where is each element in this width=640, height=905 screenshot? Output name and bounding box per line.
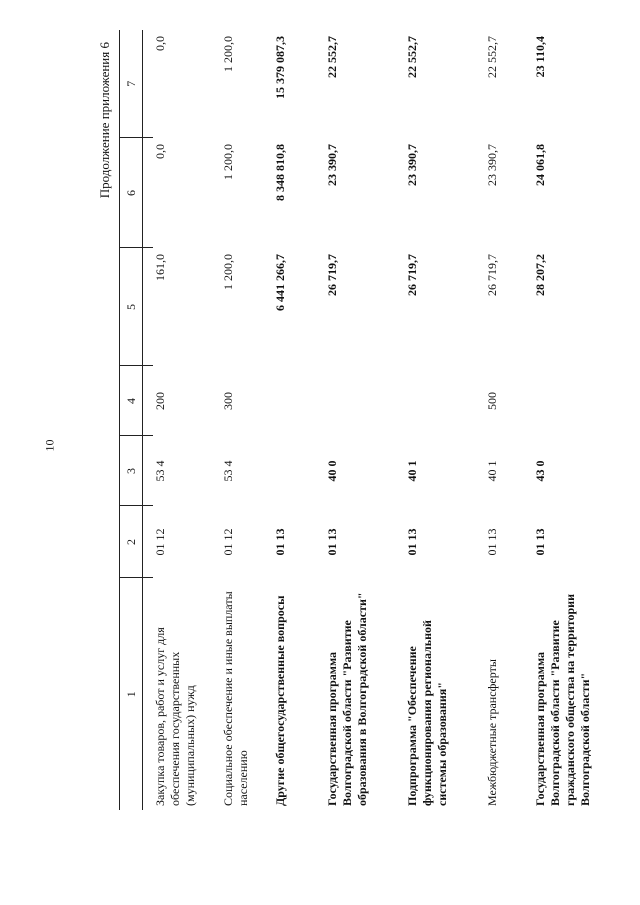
row-value-7: 22 552,7 (325, 36, 339, 78)
header-cell: 3 (120, 436, 143, 506)
row-value-7: 23 110,4 (533, 36, 547, 78)
row-section: 01 13 (485, 528, 499, 556)
row-target: 40 0 (325, 460, 339, 482)
row-value-6: 23 390,7 (405, 144, 419, 186)
header-cell: 6 (120, 138, 143, 248)
row-name: Закупка товаров, работ и услуг для обеспечения государственных (муниципальных) нужд (153, 627, 197, 806)
header-cell: 7 (120, 30, 143, 138)
header-cell: 1 (120, 578, 143, 810)
row-value-7: 15 379 087,3 (273, 36, 287, 99)
row-value-6: 0,0 (153, 144, 167, 159)
header-cell: 4 (120, 366, 143, 436)
row-value-7: 0,0 (153, 36, 167, 51)
table-row (325, 30, 405, 810)
row-section: 01 13 (405, 528, 419, 556)
row-target: 43 0 (533, 460, 547, 482)
row-target (273, 436, 325, 506)
row-target: 40 1 (485, 460, 499, 482)
row-value-5: 26 719,7 (325, 254, 339, 296)
row-value-6: 1 200,0 (221, 144, 235, 180)
row-value-7: 1 200,0 (221, 36, 235, 72)
row-value-5: 28 207,2 (533, 254, 547, 296)
header-cell: 5 (120, 248, 143, 366)
table-row (153, 30, 221, 810)
row-value-5: 26 719,7 (405, 254, 419, 296)
row-value-5: 1 200,0 (221, 254, 235, 290)
row-expense-type (533, 366, 617, 436)
row-section: 01 12 (153, 528, 167, 556)
row-name: Социальное обеспечение и иные выплаты населению (221, 591, 250, 806)
row-expense-type: 500 (485, 392, 499, 410)
row-section: 01 13 (273, 528, 287, 556)
row-value-6: 23 390,7 (325, 144, 339, 186)
row-target: 53 4 (221, 460, 235, 482)
row-name: Государственная программа Волгоградской области "Развитие образования в Волгоградской области" (325, 592, 369, 806)
table-row (533, 30, 617, 810)
row-section: 01 13 (325, 528, 339, 556)
table-caption: Продолжение приложения 6 (97, 42, 112, 199)
table-row (273, 30, 325, 810)
row-expense-type (405, 366, 485, 436)
row-section: 01 13 (533, 528, 547, 556)
budget-table (119, 30, 617, 810)
row-name: Государственная программа Волгоградской области "Развитие гражданского общества на территории Волгоградской области" (533, 594, 592, 806)
row-section: 01 12 (221, 528, 235, 556)
row-name: Межбюджетные трансферты (485, 659, 499, 806)
row-value-7: 22 552,7 (405, 36, 419, 78)
row-value-6: 23 390,7 (485, 144, 499, 186)
row-value-6: 24 061,8 (533, 144, 547, 186)
row-target: 40 1 (405, 460, 419, 482)
row-value-5: 161,0 (153, 254, 167, 281)
row-value-5: 6 441 266,7 (273, 254, 287, 311)
header-row (120, 30, 143, 810)
row-value-6: 8 348 810,8 (273, 144, 287, 201)
table-row (485, 30, 533, 810)
row-expense-type (273, 366, 325, 436)
table-row (405, 30, 485, 810)
header-cell: 2 (120, 506, 143, 578)
row-expense-type: 300 (221, 392, 235, 410)
page-number: 10 (42, 439, 57, 452)
rotated-page (95, 30, 625, 810)
row-value-7: 22 552,7 (485, 36, 499, 78)
table-row (221, 30, 273, 810)
row-name: Другие общегосударственные вопросы (273, 595, 287, 806)
row-value-5: 26 719,7 (485, 254, 499, 296)
row-target: 53 4 (153, 460, 167, 482)
row-expense-type (325, 366, 405, 436)
row-expense-type: 200 (153, 392, 167, 410)
row-name: Подпрограмма "Обеспечение функционирования региональной системы образования" (405, 620, 449, 806)
